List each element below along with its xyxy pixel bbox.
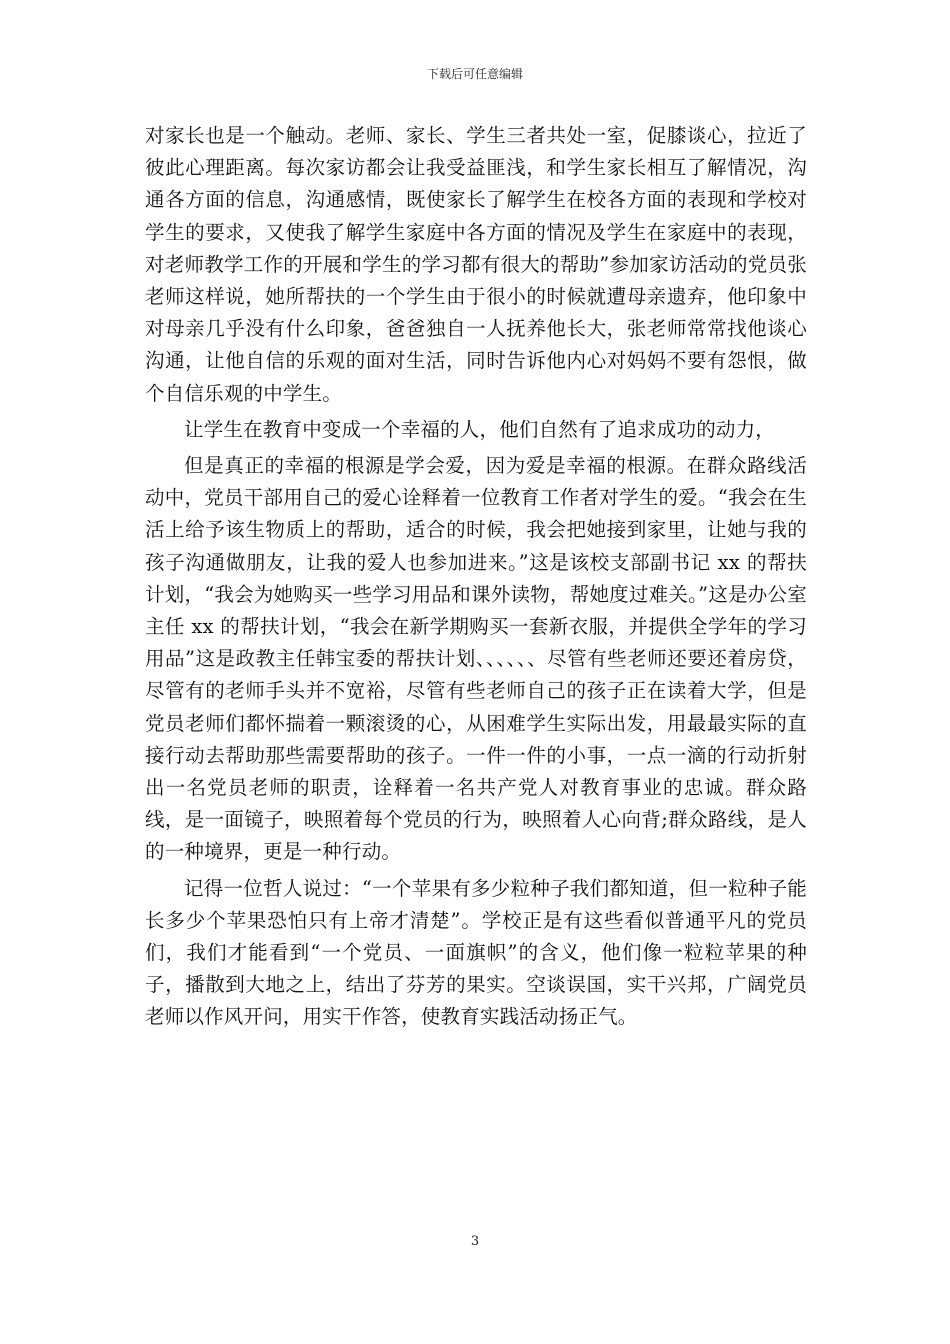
paragraph-4: 记得一位哲人说过：“一个苹果有多少粒种子我们都知道，但一粒种子能长多少个苹果恐怕只有上帝才清楚”。学校正是有这些看似普通平凡的党员们，我们才能看到“一个党员、一面旗帜”的含义，他们像一粒粒苹果的种子，播散到大地之上，结出了芬芳的果实。空谈误国，实干兴邦，广阔党员老师以作风开问，用实干作答，使教育实践活动扬正气。: [145, 876, 807, 1029]
paragraph-3: 但是真正的幸福的根源是学会爱，因为爱是幸福的根源。在群众路线活动中，党员干部用自己的爱心诠释着一位教育工作者对学生的爱。“我会在生活上给予该生物质上的帮助，适合的时候，我会把她接到家里，让她与我的孩子沟通做朋友，让我的爱人也参加进来。”这是该校支部副书记 xx 的帮扶计划，“我会为她购买一些学习用品和课外读物，帮她度过难关。”这是办公室主任 xx 的帮扶计划，“我会在新学期购买一套新衣服，并提供全学年的学习用品”这是政教主任韩宝委的帮扶计划、、、、、、尽管有些老师还要还着房贷，尽管有的老师手头并不宽裕，尽管有些老师自己的孩子正在读着大学，但是党员老师们都怀揣着一颗滚烫的心，从困难学生实际出发，用最最实际的直接行动去帮助那些需要帮助的孩子。一件一件的小事，一点一滴的行动折射出一名党员老师的职责，诠释着一名共产党人对教育事业的忠诚。群众路线，是一面镜子，映照着每个党员的行为，映照着人心向背;群众路线，是人的一种境界，更是一种行动。: [145, 454, 807, 864]
paragraph-1: 对家长也是一个触动。老师、家长、学生三者共处一室，促膝谈心，拉近了彼此心理距离。每次家访都会让我受益匪浅，和学生家长相互了解情况，沟通各方面的信息，沟通感情，既使家长了解学生在校各方面的表现和学校对学生的要求，又使我了解学生家庭中各方面的情况及学生在家庭中的表现，对老师教学工作的开展和学生的学习都有很大的帮助”参加家访活动的党员张老师这样说，她所帮扶的一个学生由于很小的时候就遭母亲遗弃，他印象中对母亲几乎没有什么印象，爸爸独自一人抚养他长大，张老师常常找他谈心沟通，让他自信的乐观的面对生活，同时告诉他内心对妈妈不要有怨恨，做个自信乐观的中学生。: [145, 124, 807, 405]
document-body: [145, 120, 807, 1034]
page-number: 3: [470, 1234, 480, 1249]
page-header: 下载后可任意编辑: [426, 67, 523, 81]
paragraph-2: 让学生在教育中变成一个幸福的人，他们自然有了追求成功的动力，: [184, 417, 776, 441]
